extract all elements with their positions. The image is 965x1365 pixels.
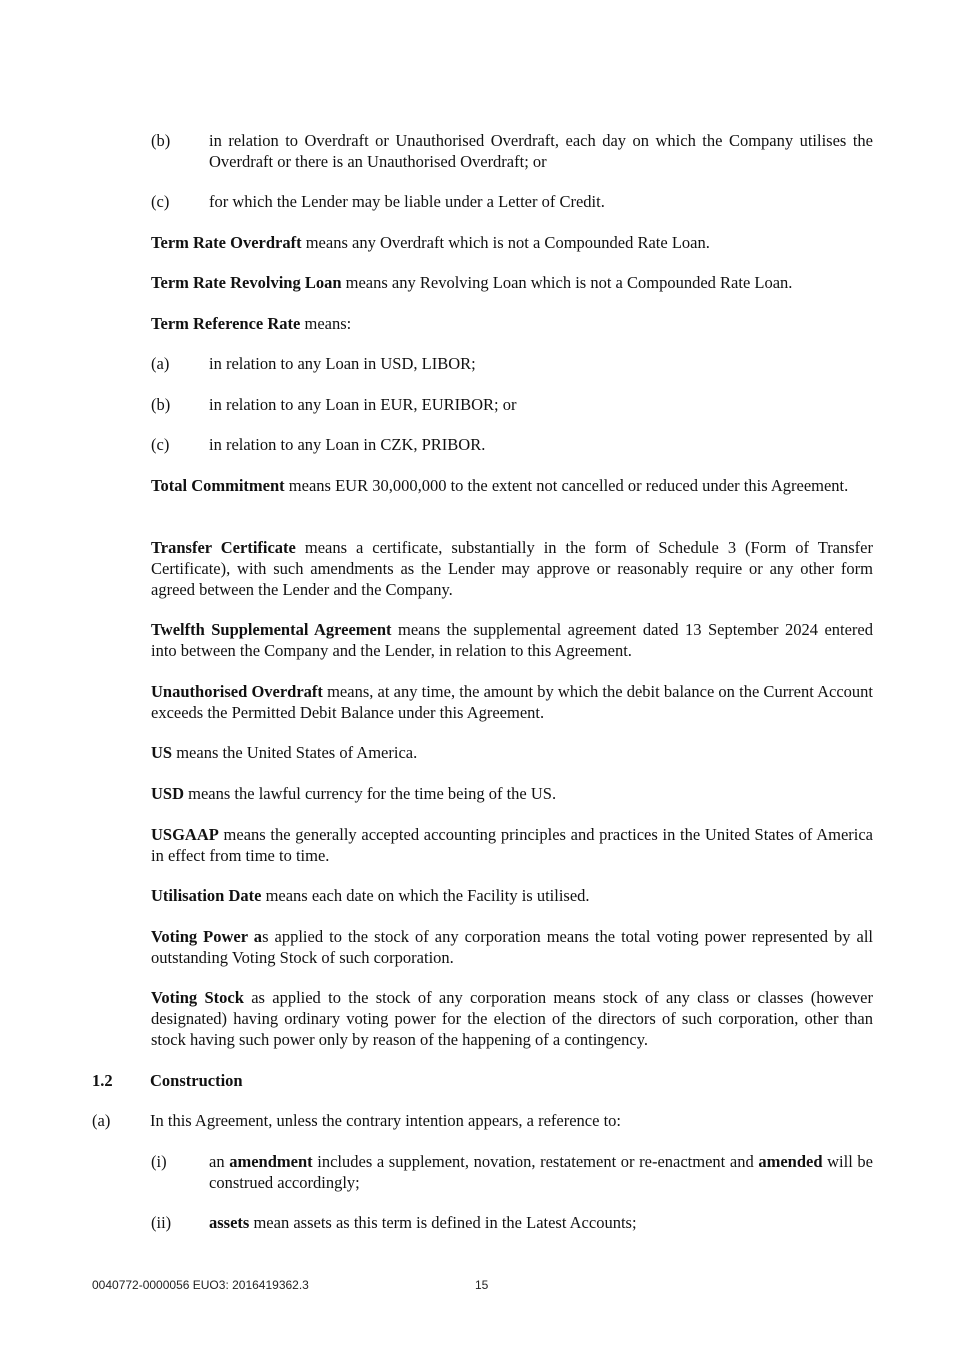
defined-term: USD [151,784,185,803]
definition [151,742,873,763]
defined-term: Voting Stock [151,988,244,1007]
defined-term: amended [758,1152,823,1171]
definition [151,885,873,906]
item-label: (c) [151,192,170,211]
item-label: (b) [151,131,171,150]
definition [151,987,873,1050]
item-label: (a) [151,354,170,373]
definition [151,824,873,866]
definition-text: means: [300,314,352,333]
item-label: (c) [151,435,170,454]
definition-text: means any Overdraft which is not a Compounded Rate Loan. [301,233,710,252]
defined-term: USGAAP [151,825,219,844]
definition [151,783,873,804]
item-label: (ii) [151,1213,172,1232]
defined-term: Voting Power a [151,927,263,946]
definition [151,619,873,661]
text-run: will be construed accordingly; [209,1152,873,1192]
definition [151,475,873,496]
defined-term: assets [209,1213,250,1232]
definition-text: s applied to the stock of any corporation means the total voting power represented by all outstanding Voting Stock of such corporation. [151,927,874,967]
definition-text: means any Revolving Loan which is not a Compounded Rate Loan. [341,273,793,292]
text-run: mean assets as this term is defined in the Latest Accounts; [249,1213,637,1232]
item-text: in relation to any Loan in EUR, EURIBOR; or [209,395,517,414]
defined-term: Transfer Certificate [151,538,296,557]
definition-text: means the generally accepted accounting principles and practices in the United States of America in effect from time to time. [151,825,873,865]
definition-text: means a certificate, substantially in the form of Schedule 3 (Form of Transfer Certificate), with such amendments as the Lender may approve or reasonably require or any other form agreed between the Lender and the Company. [151,538,873,599]
section-number: 1.2 [92,1071,113,1090]
definition [151,232,873,253]
page-number: 15 [475,1278,489,1292]
defined-term: Unauthorised Overdraft [151,682,323,701]
definition [151,681,873,723]
defined-term: amendment [229,1152,313,1171]
text-run: includes a supplement, novation, restatement or re-enactment and [312,1152,759,1171]
defined-term: Twelfth Supplemental Agreement [151,620,392,639]
defined-term: Term Reference Rate [151,314,301,333]
footer-reference: 0040772-0000056 EUO3: 2016419362.3 [92,1278,309,1292]
item-text: in relation to any Loan in CZK, PRIBOR. [209,435,486,454]
item-text: for which the Lender may be liable under a Letter of Credit. [209,192,605,211]
defined-term: Total Commitment [151,476,285,495]
defined-term: Term Rate Overdraft [151,233,302,252]
definition [151,272,873,293]
definition [151,537,873,600]
definition-text: means the supplemental agreement dated 13 September 2024 entered into between the Company and the Lender, in relation to this Agreement. [151,620,873,660]
item-text [209,1212,873,1233]
item-label: (b) [151,395,171,414]
definition [151,313,873,334]
defined-term: Utilisation Date [151,886,262,905]
item-text: in relation to any Loan in USD, LIBOR; [209,354,476,373]
definition-text: as applied to the stock of any corporation means stock of any class or classes (however designated) having ordinary voting power for the election of the directors of such corporation, other than stock having such power only by reason of the happening of a contingency. [151,988,873,1049]
definition-text: means each date on which the Facility is utilised. [261,886,590,905]
section-title: Construction [150,1071,243,1090]
item-text [209,1151,873,1193]
defined-term: Term Rate Revolving Loan [151,273,342,292]
item-label: (a) [92,1111,111,1130]
definition [151,926,873,968]
definition-text: means the United States of America. [172,743,418,762]
item-text: in relation to Overdraft or Unauthorised Overdraft, each day on which the Company utilises the Overdraft or there is an Unauthorised Overdraft; or [209,131,873,171]
definition-text: means, at any time, the amount by which the debit balance on the Current Account exceeds the Permitted Debit Balance under this Agreement. [151,682,873,722]
text-run: an [209,1152,230,1171]
item-label: (i) [151,1152,167,1171]
defined-term: US [151,743,173,762]
definition-text: means EUR 30,000,000 to the extent not cancelled or reduced under this Agreement. [284,476,849,495]
definition-text: means the lawful currency for the time being of the US. [184,784,557,803]
item-text: In this Agreement, unless the contrary intention appears, a reference to: [150,1111,621,1130]
